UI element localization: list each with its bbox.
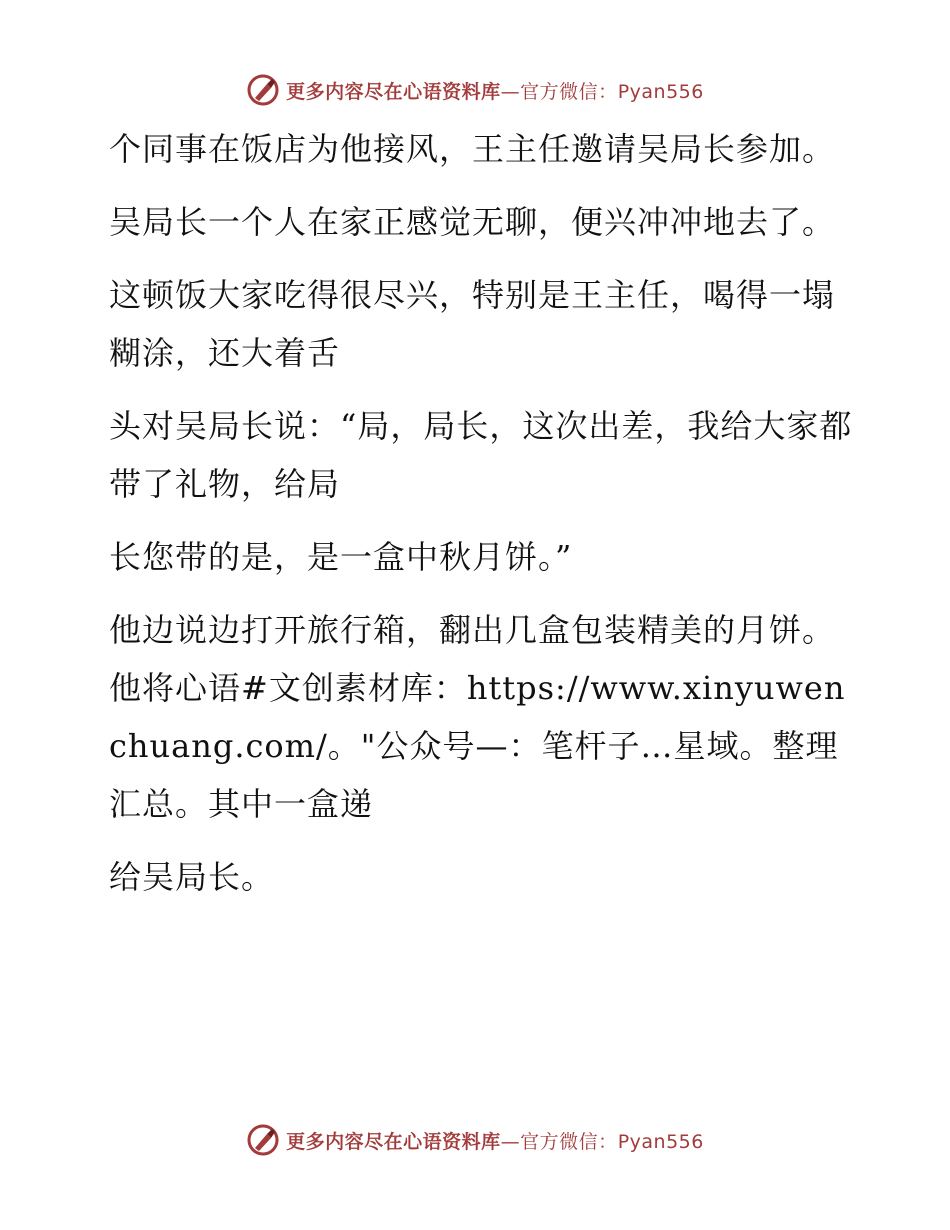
pen-seal-logo-icon bbox=[246, 73, 280, 107]
paragraph: 给吴局长。 bbox=[109, 858, 275, 896]
footer-text bbox=[286, 1127, 704, 1154]
footer-banner bbox=[0, 1120, 950, 1160]
footer-separator: — bbox=[500, 1130, 521, 1153]
footer-slogan: 更多内容尽在心语资料库 bbox=[286, 1130, 501, 1153]
paragraph: 这顿饭大家吃得很尽兴，特别是王主任，喝得一塌糊涂，还大着舌 bbox=[109, 276, 836, 372]
header-contact-label: 官方微信： bbox=[520, 80, 618, 103]
footer-contact-id: Pyan556 bbox=[617, 1130, 704, 1153]
pen-seal-logo-icon bbox=[246, 1123, 280, 1157]
paragraph: 头对吴局长说：“局，局长，这次出差，我给大家都带了礼物，给局 bbox=[109, 407, 853, 503]
header-slogan: 更多内容尽在心语资料库 bbox=[286, 80, 501, 103]
document-body bbox=[97, 120, 857, 921]
header-banner bbox=[0, 70, 950, 110]
header-contact-id: Pyan556 bbox=[617, 80, 704, 103]
header-separator: — bbox=[500, 80, 521, 103]
header-text bbox=[286, 77, 704, 104]
footer-contact-label: 官方微信： bbox=[520, 1130, 618, 1153]
paragraph: 个同事在饭店为他接风，王主任邀请吴局长参加。 bbox=[109, 130, 836, 168]
paragraph: 吴局长一个人在家正感觉无聊，便兴冲冲地去了。 bbox=[109, 203, 836, 241]
paragraph: 长您带的是，是一盒中秋月饼。” bbox=[109, 538, 573, 576]
paragraph: 他边说边打开旅行箱，翻出几盒包装精美的月饼。他将心语#文创素材库：https://www.xinyuwenchuang.com/。"公众号—：笔杆子…星域。整理汇总。其中一盒递 bbox=[109, 611, 846, 823]
